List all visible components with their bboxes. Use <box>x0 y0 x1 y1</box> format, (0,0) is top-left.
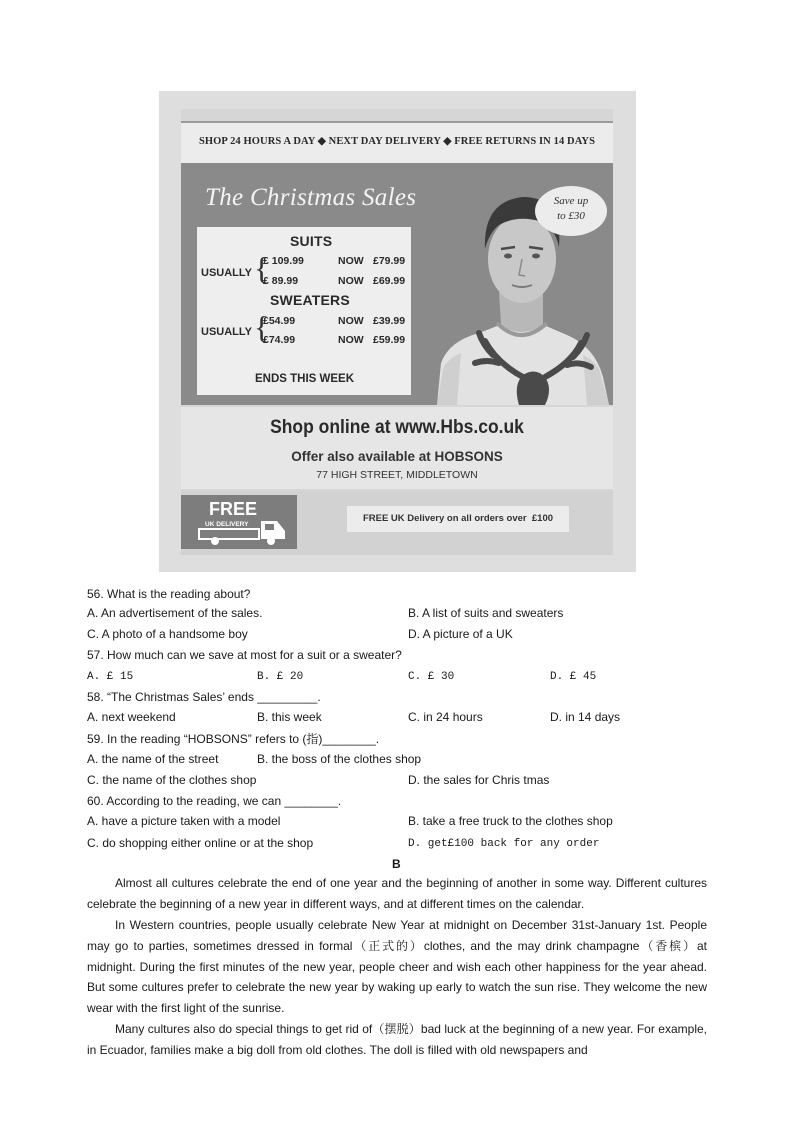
passage-paragraph-3: Many cultures also do special things to get rid of（摆脱）bad luck at the beginning of a new year. For example, in Ecuador, families make a big doll from old clothes. The doll is filled with old newspapers and <box>87 1022 707 1057</box>
sweaters-usually-label: USUALLY <box>201 326 252 338</box>
sweater-now-price-2: £59.99 <box>373 334 406 346</box>
offer-text: Offer also available at HOBSONS <box>291 449 503 464</box>
question-56-option-a: A. An advertisement of the sales. <box>87 606 263 620</box>
question-58-option-b: B. this week <box>257 710 322 724</box>
suit-now-label-2: NOW <box>338 275 364 287</box>
question-60-stem: 60. According to the reading, we can ________. <box>87 794 342 808</box>
question-58-stem: 58. “The Christmas Sales’ ends _________. <box>87 690 321 704</box>
question-60-option-d: D. get£100 back for any order <box>408 838 600 850</box>
suit-now-label-1: NOW <box>338 255 364 267</box>
free-logo-text: FREE <box>209 499 258 519</box>
question-57-option-b: B. £ 20 <box>257 671 304 683</box>
suit-usually-price-2: £ 89.99 <box>263 275 299 287</box>
question-57-option-a: A. £ 15 <box>87 671 134 683</box>
question-56-option-d: D. A picture of a UK <box>408 627 513 641</box>
question-58-option-c: C. in 24 hours <box>408 710 483 724</box>
suits-heading: SUITS <box>290 233 333 249</box>
section-b-heading: B <box>392 857 401 871</box>
sweater-usually-price-1: £54.99 <box>263 315 296 327</box>
question-57-stem: 57. How much can we save at most for a suit or a sweater? <box>87 648 402 662</box>
question-59-option-b: B. the boss of the clothes shop <box>257 752 422 766</box>
price-box <box>197 227 411 395</box>
suit-now-price-1: £79.99 <box>373 255 406 267</box>
question-57-option-c: C. £ 30 <box>408 671 455 683</box>
free-delivery-logo <box>181 495 297 549</box>
passage-paragraph-1: Almost all cultures celebrate the end of one year and the beginning of another in some way. Different cultures celebrate the beginning of a new year in different ways, and at different times on the calendar. <box>87 876 707 911</box>
question-60-option-b: B. take a free truck to the clothes shop <box>408 814 613 828</box>
save-badge-line2: to £30 <box>557 210 585 222</box>
question-56-option-c: C. A photo of a handsome boy <box>87 627 248 641</box>
question-58-option-d: D. in 14 days <box>550 710 621 724</box>
ad-top-bar <box>181 121 613 165</box>
sweaters-heading: SWEATERS <box>270 292 350 308</box>
shop-address: 77 HIGH STREET, MIDDLETOWN <box>316 469 478 481</box>
question-57-option-d: D. £ 45 <box>550 671 597 683</box>
question-59-option-a: A. the name of the street <box>87 752 219 766</box>
question-58-option-a: A. next weekend <box>87 710 176 724</box>
save-badge <box>535 186 607 236</box>
shop-online-text: Shop online at www.Hbs.co.uk <box>270 417 524 438</box>
question-56-option-b: B. A list of suits and sweaters <box>408 606 564 620</box>
question-59-option-c: C. the name of the clothes shop <box>87 773 257 787</box>
ends-this-week: ENDS THIS WEEK <box>255 373 355 385</box>
free-delivery-message-box <box>347 506 569 532</box>
passage-paragraph-2: In Western countries, people usually celebrate New Year at midnight on December 31st-January 1st. People may go to parties, sometimes dressed in formal（正式的）clothes, and the may drink champagne（香槟）at midnight. During the first minutes of the new year, people cheer and wish each other happiness for the year ahead. But some cultures prefer to celebrate the new year by waking up early to watch the sun rise. They welcome the new wear with the first light of the sunrise. <box>87 918 707 1016</box>
advertisement-image <box>159 91 636 572</box>
suit-usually-price-1: £ 109.99 <box>263 255 304 267</box>
sweater-now-price-1: £39.99 <box>373 315 406 327</box>
delivery-truck-icon <box>197 517 289 547</box>
save-badge-line1: Save up <box>553 195 589 207</box>
question-60-option-c: C. do shopping either online or at the shop <box>87 836 314 850</box>
question-59-option-d: D. the sales for Chris tmas <box>408 773 550 787</box>
suits-usually-label: USUALLY <box>201 267 252 279</box>
suit-now-price-2: £69.99 <box>373 275 406 287</box>
question-56-stem: 56. What is the reading about? <box>87 587 251 601</box>
question-59-stem: 59. In the reading “HOBSONS” refers to (指)________. <box>87 732 380 746</box>
free-logo-subtext: UK DELIVERY <box>205 521 249 528</box>
free-delivery-message: FREE UK Delivery on all orders over £100 <box>362 513 554 524</box>
sweater-now-label-2: NOW <box>338 334 364 346</box>
ad-top-bar-text: SHOP 24 HOURS A DAY ◆ NEXT DAY DELIVERY ◆ FREE RETURNS IN 14 DAYS <box>198 136 596 147</box>
sweater-now-label-1: NOW <box>338 315 364 327</box>
question-60-option-a: A. have a picture taken with a model <box>87 814 281 828</box>
sweaters-brace: { <box>254 309 270 345</box>
suits-brace: { <box>254 250 270 286</box>
ad-title: The Christmas Sales <box>205 184 417 211</box>
sweater-usually-price-2: £74.99 <box>263 334 296 346</box>
